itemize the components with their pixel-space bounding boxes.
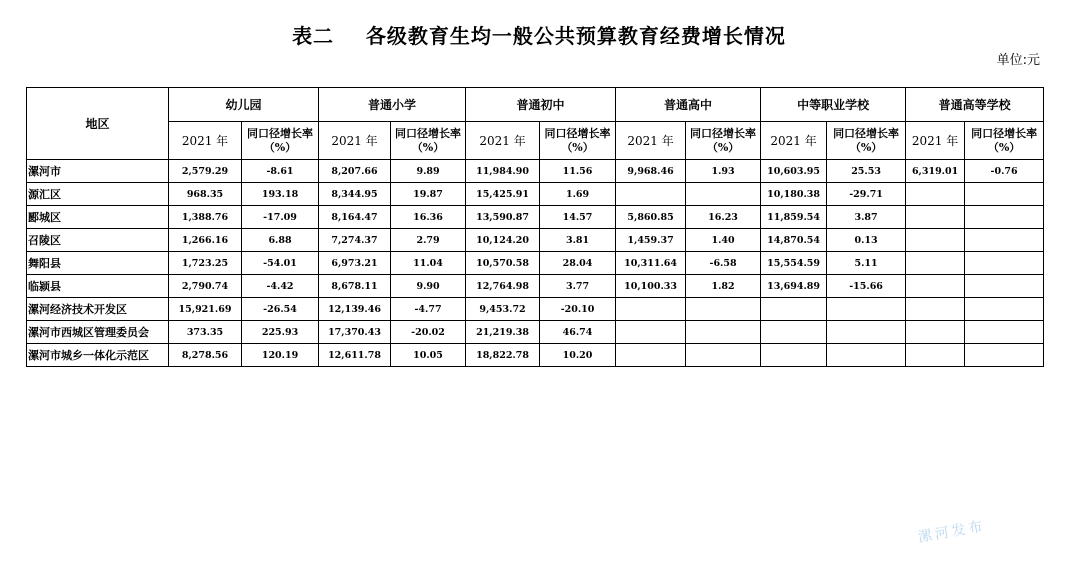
amount-cell: 17,370.43 <box>319 321 391 344</box>
growth-rate-cell: 10.05 <box>391 344 466 367</box>
amount-cell: 15,921.69 <box>169 298 242 321</box>
growth-rate-cell <box>965 298 1044 321</box>
amount-cell: 1,723.25 <box>169 252 242 275</box>
header-row-subcolumns <box>27 122 1044 160</box>
group-header-junior-high: 普通初中 <box>466 88 616 122</box>
growth-rate-cell: -4.77 <box>391 298 466 321</box>
amount-cell <box>906 183 965 206</box>
growth-rate-cell: 10.20 <box>540 344 616 367</box>
table-row <box>27 321 1044 344</box>
growth-rate-cell <box>965 275 1044 298</box>
amount-cell: 6,973.21 <box>319 252 391 275</box>
growth-rate-cell: 14.57 <box>540 206 616 229</box>
header-row-groups <box>27 88 1044 122</box>
amount-cell: 10,124.20 <box>466 229 540 252</box>
growth-rate-cell: 16.36 <box>391 206 466 229</box>
growth-rate-cell <box>827 298 906 321</box>
growth-rate-header: 同口径增长率（%） <box>540 122 616 160</box>
growth-rate-cell: -20.10 <box>540 298 616 321</box>
group-header-higher-ed: 普通高等学校 <box>906 88 1044 122</box>
education-funding-table <box>26 87 1044 367</box>
region-cell: 召陵区 <box>27 229 169 252</box>
amount-cell: 968.35 <box>169 183 242 206</box>
growth-rate-cell <box>686 298 761 321</box>
amount-cell: 11,859.54 <box>761 206 827 229</box>
amount-cell: 10,100.33 <box>616 275 686 298</box>
amount-cell <box>616 321 686 344</box>
amount-cell: 21,219.38 <box>466 321 540 344</box>
year-header: 2021 年 <box>169 122 242 160</box>
group-header-vocational: 中等职业学校 <box>761 88 906 122</box>
growth-rate-cell <box>965 252 1044 275</box>
growth-rate-cell: 1.93 <box>686 160 761 183</box>
growth-rate-cell: 3.81 <box>540 229 616 252</box>
table-row <box>27 206 1044 229</box>
growth-rate-cell: -6.58 <box>686 252 761 275</box>
growth-rate-cell: 9.89 <box>391 160 466 183</box>
amount-cell <box>906 344 965 367</box>
year-header: 2021 年 <box>466 122 540 160</box>
amount-cell: 6,319.01 <box>906 160 965 183</box>
growth-rate-cell <box>965 344 1044 367</box>
growth-rate-cell: -29.71 <box>827 183 906 206</box>
amount-cell: 18,822.78 <box>466 344 540 367</box>
growth-rate-cell: 5.11 <box>827 252 906 275</box>
growth-rate-header: 同口径增长率（%） <box>391 122 466 160</box>
growth-rate-cell <box>686 344 761 367</box>
growth-rate-cell: 1.69 <box>540 183 616 206</box>
amount-cell: 12,764.98 <box>466 275 540 298</box>
amount-cell <box>761 298 827 321</box>
amount-cell <box>906 321 965 344</box>
growth-rate-cell <box>686 321 761 344</box>
amount-cell <box>761 321 827 344</box>
table-row <box>27 252 1044 275</box>
growth-rate-cell: 25.53 <box>827 160 906 183</box>
growth-rate-header: 同口径增长率（%） <box>965 122 1044 160</box>
region-cell: 漯河经济技术开发区 <box>27 298 169 321</box>
growth-rate-cell: 11.56 <box>540 160 616 183</box>
group-header-kindergarten: 幼儿园 <box>169 88 319 122</box>
watermark: 漯河发布 <box>916 518 987 546</box>
growth-rate-cell: -15.66 <box>827 275 906 298</box>
group-header-senior-high: 普通高中 <box>616 88 761 122</box>
amount-cell: 14,870.54 <box>761 229 827 252</box>
amount-cell: 5,860.85 <box>616 206 686 229</box>
growth-rate-cell: 11.04 <box>391 252 466 275</box>
region-cell: 源汇区 <box>27 183 169 206</box>
amount-cell: 15,554.59 <box>761 252 827 275</box>
growth-rate-cell: 1.82 <box>686 275 761 298</box>
amount-cell <box>906 229 965 252</box>
growth-rate-cell: 9.90 <box>391 275 466 298</box>
amount-cell: 8,164.47 <box>319 206 391 229</box>
growth-rate-cell: -26.54 <box>242 298 319 321</box>
group-header-primary: 普通小学 <box>319 88 466 122</box>
region-cell: 漯河市 <box>27 160 169 183</box>
region-cell: 漯河市城乡一体化示范区 <box>27 344 169 367</box>
table-row <box>27 344 1044 367</box>
amount-cell: 1,388.76 <box>169 206 242 229</box>
amount-cell: 8,678.11 <box>319 275 391 298</box>
amount-cell: 7,274.37 <box>319 229 391 252</box>
table-row <box>27 275 1044 298</box>
amount-cell <box>616 183 686 206</box>
table-row <box>27 160 1044 183</box>
growth-rate-cell: 3.87 <box>827 206 906 229</box>
amount-cell: 10,570.58 <box>466 252 540 275</box>
growth-rate-cell: 193.18 <box>242 183 319 206</box>
amount-cell <box>906 206 965 229</box>
amount-cell: 15,425.91 <box>466 183 540 206</box>
growth-rate-cell: 6.88 <box>242 229 319 252</box>
growth-rate-cell <box>686 183 761 206</box>
amount-cell: 10,603.95 <box>761 160 827 183</box>
table-row <box>27 183 1044 206</box>
growth-rate-cell: 2.79 <box>391 229 466 252</box>
growth-rate-cell: 1.40 <box>686 229 761 252</box>
growth-rate-cell: -20.02 <box>391 321 466 344</box>
growth-rate-cell: -4.42 <box>242 275 319 298</box>
amount-cell <box>761 344 827 367</box>
growth-rate-header: 同口径增长率（%） <box>242 122 319 160</box>
growth-rate-cell <box>965 229 1044 252</box>
amount-cell <box>906 275 965 298</box>
amount-cell: 373.35 <box>169 321 242 344</box>
amount-cell <box>906 252 965 275</box>
region-cell: 临颍县 <box>27 275 169 298</box>
amount-cell: 1,266.16 <box>169 229 242 252</box>
amount-cell: 10,180.38 <box>761 183 827 206</box>
amount-cell: 8,207.66 <box>319 160 391 183</box>
amount-cell: 1,459.37 <box>616 229 686 252</box>
growth-rate-header: 同口径增长率（%） <box>686 122 761 160</box>
amount-cell: 2,579.29 <box>169 160 242 183</box>
growth-rate-cell <box>827 321 906 344</box>
table-row <box>27 229 1044 252</box>
amount-cell: 13,694.89 <box>761 275 827 298</box>
year-header: 2021 年 <box>761 122 827 160</box>
region-cell: 舞阳县 <box>27 252 169 275</box>
growth-rate-cell: -8.61 <box>242 160 319 183</box>
table-body <box>27 160 1044 367</box>
growth-rate-cell: 16.23 <box>686 206 761 229</box>
amount-cell: 11,984.90 <box>466 160 540 183</box>
growth-rate-cell <box>827 344 906 367</box>
amount-cell: 9,968.46 <box>616 160 686 183</box>
growth-rate-cell: 46.74 <box>540 321 616 344</box>
table-title: 表二 各级教育生均一般公共预算教育经费增长情况 <box>292 24 786 48</box>
growth-rate-cell: 28.04 <box>540 252 616 275</box>
growth-rate-cell: 120.19 <box>242 344 319 367</box>
growth-rate-cell: -17.09 <box>242 206 319 229</box>
amount-cell: 2,790.74 <box>169 275 242 298</box>
growth-rate-cell: 0.13 <box>827 229 906 252</box>
region-cell: 郾城区 <box>27 206 169 229</box>
year-header: 2021 年 <box>616 122 686 160</box>
growth-rate-cell: 19.87 <box>391 183 466 206</box>
growth-rate-cell: 3.77 <box>540 275 616 298</box>
growth-rate-cell <box>965 183 1044 206</box>
amount-cell <box>906 298 965 321</box>
amount-cell: 12,611.78 <box>319 344 391 367</box>
growth-rate-cell: -54.01 <box>242 252 319 275</box>
amount-cell <box>616 298 686 321</box>
amount-cell: 10,311.64 <box>616 252 686 275</box>
amount-cell: 8,278.56 <box>169 344 242 367</box>
amount-cell: 9,453.72 <box>466 298 540 321</box>
table-row <box>27 298 1044 321</box>
growth-rate-cell <box>965 321 1044 344</box>
amount-cell: 12,139.46 <box>319 298 391 321</box>
growth-rate-header: 同口径增长率（%） <box>827 122 906 160</box>
year-header: 2021 年 <box>906 122 965 160</box>
amount-cell: 8,344.95 <box>319 183 391 206</box>
year-header: 2021 年 <box>319 122 391 160</box>
growth-rate-cell: 225.93 <box>242 321 319 344</box>
growth-rate-cell <box>965 206 1044 229</box>
unit-label: 单位:元 <box>996 53 1040 68</box>
growth-rate-cell: -0.76 <box>965 160 1044 183</box>
region-header: 地区 <box>27 88 169 160</box>
amount-cell <box>616 344 686 367</box>
amount-cell: 13,590.87 <box>466 206 540 229</box>
region-cell: 漯河市西城区管理委员会 <box>27 321 169 344</box>
